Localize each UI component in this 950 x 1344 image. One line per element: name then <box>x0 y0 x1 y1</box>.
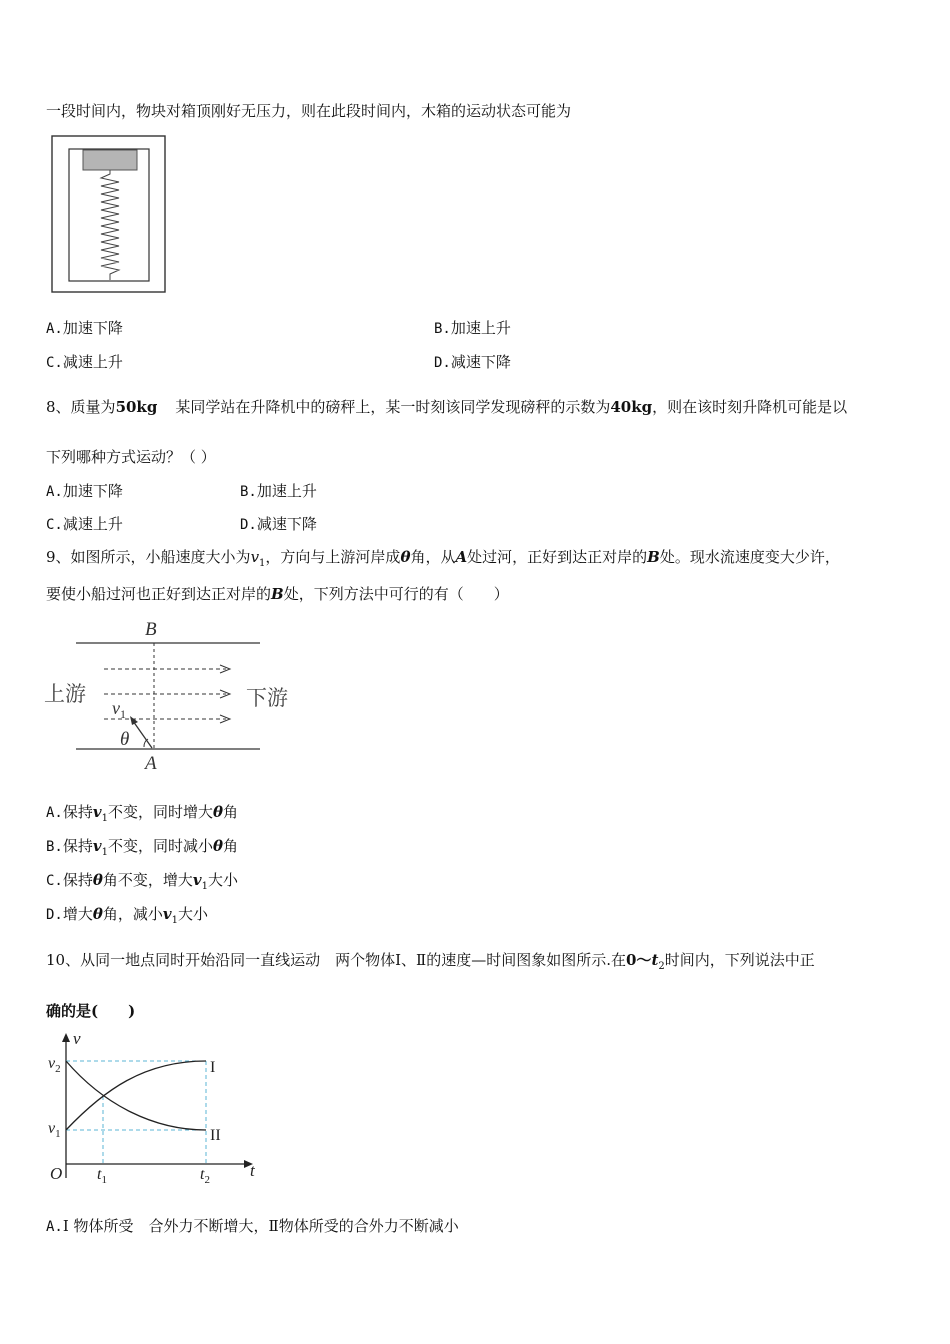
curve-ii <box>66 1061 206 1130</box>
q8-option-b[interactable]: B.加速上升 <box>240 482 317 500</box>
label-t1: $t_1$ <box>97 1166 107 1186</box>
q8-stem-line2: 下列哪种方式运动？（ ） <box>46 448 216 466</box>
q9-option-b[interactable]: B.保持$v_1$不变，同时减小θ角 <box>46 837 239 858</box>
spring <box>101 170 119 280</box>
q7-stem-tail: 一段时间内，物块对箱顶刚好无压力，则在此段时间内，木箱的运动状态可能为 <box>46 102 572 120</box>
q7-option-c[interactable]: C.减速上升 <box>46 353 123 371</box>
label-curve-ii: II <box>210 1127 221 1144</box>
label-upstream: 上游 <box>44 682 86 706</box>
q9-option-a[interactable]: A.保持$v_1$不变，同时增大θ角 <box>46 803 239 824</box>
v-axis-arrow <box>62 1033 70 1042</box>
label-v2: $v_2$ <box>48 1055 61 1075</box>
q9-option-c[interactable]: C.保持θ角不变，增大$v_1$大小 <box>46 871 239 892</box>
q9-stem-line1: 9、如图所示，小船速度大小为$v_1$，方向与上游河岸成θ角，从A处过河，正好到达正对岸的B处。现水流速度变大少许， <box>46 548 840 569</box>
spring-box-figure <box>51 135 169 295</box>
q7-option-d[interactable]: D.减速下降 <box>434 353 511 371</box>
v1-arrowhead <box>130 716 138 725</box>
label-downstream: 下游 <box>246 686 288 710</box>
curve-i <box>66 1061 206 1130</box>
q10-option-a[interactable]: A.Ⅰ 物体所受 合外力不断增大，Ⅱ物体所受的合外力不断减小 <box>46 1217 459 1235</box>
q9-option-d[interactable]: D.增大θ角，减小$v_1$大小 <box>46 905 209 926</box>
q10-stem-line2: 确的是( ) <box>46 1002 136 1020</box>
label-b: B <box>145 619 157 640</box>
block <box>83 150 137 170</box>
theta-arc <box>144 739 148 747</box>
q8-option-d[interactable]: D.减速下降 <box>240 515 317 533</box>
q7-option-a[interactable]: A.加速下降 <box>46 319 123 337</box>
q8-option-c[interactable]: C.减速上升 <box>46 515 123 533</box>
q9-stem-line2: 要使小船过河也正好到达正对岸的B处，下列方法中可行的有（ ） <box>46 585 509 603</box>
label-v1: $v_1$ <box>48 1120 61 1140</box>
label-a: A <box>145 753 157 774</box>
label-curve-i: I <box>210 1059 216 1076</box>
label-t-axis: t <box>250 1161 255 1180</box>
label-v-axis: v <box>73 1029 81 1048</box>
v1-arrow <box>133 721 152 748</box>
q10-stem-line1: 10、从同一地点同时开始沿同一直线运动 两个物体Ⅰ、Ⅱ的速度—时间图象如图所示.在$0\sim t_2$时间内，下列说法中正 <box>46 951 815 972</box>
q8-stem-line1: 8、质量为50kg 某同学站在升降机中的磅秤上，某一时刻该同学发现磅秤的示数为40kg，则在该时刻升降机可能是以 <box>46 398 848 416</box>
label-origin: O <box>50 1164 63 1183</box>
q8-option-a[interactable]: A.加速下降 <box>46 482 123 500</box>
q7-option-b[interactable]: B.加速上升 <box>434 319 511 337</box>
label-theta: θ <box>120 729 130 750</box>
river-crossing-figure <box>40 615 300 775</box>
velocity-time-graph <box>44 1030 264 1190</box>
label-t2: $t_2$ <box>200 1166 210 1186</box>
label-v1: $v_1$ <box>112 698 126 721</box>
